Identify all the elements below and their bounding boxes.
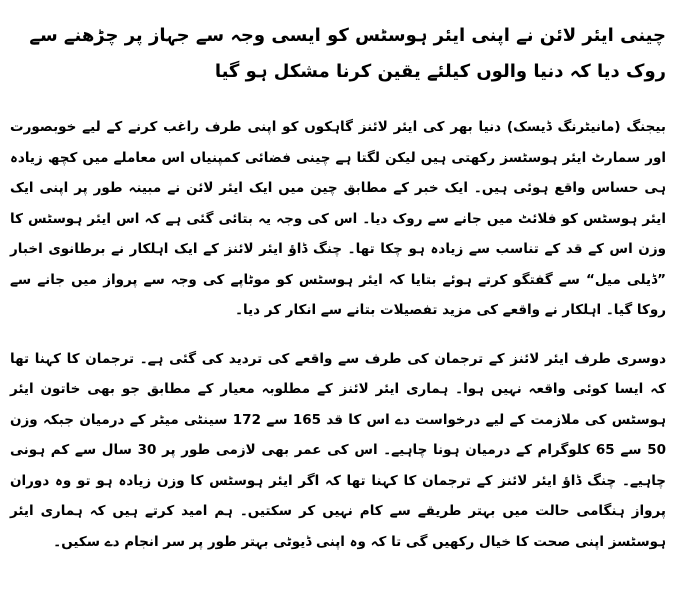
article-paragraph-1: بیجنگ (مانیٹرنگ ڈیسک) دنیا بھر کی ایئر لائنز گاہکوں کو اپنی طرف راغب کرنے کے لیے خوبصورت اور سمارٹ ایئر ہوسٹسز رکھتی ہیں لیکن لگتا ہے چینی فضائی کمپنیاں اس معاملے میں کچھ زیادہ ہی حساس واقع ہوئی ہیں۔ ایک خبر کے مطابق چین میں ایک ایئر لائن نے مبینہ طور پر اپنی ایک ایئر ہوسٹس کو فلائٹ میں جانے سے روک دیا۔ اس کی وجہ یہ بتائی گئی ہے کہ اس ایئر ہوسٹس کا وزن اس کے قد کے تناسب سے زیادہ ہو چکا تھا۔ چنگ ڈاؤ ایئر لائنز کے ایک اہلکار نے برطانوی اخبار ”ڈیلی میل“ سے گفتگو کرتے ہوئے بتایا کہ ایئر ہوسٹس کو موٹاپے کی وجہ سے پرواز میں جانے سے روکا گیا۔ اہلکار نے واقعے کی مزید تفصیلات بتانے سے انکار کر دیا۔	[10, 119, 666, 318]
article-paragraph-2: دوسری طرف ایئر لائنز کے ترجمان کی طرف سے واقعے کی تردید کی گئی ہے۔ ترجمان کا کہنا تھا کہ ایسا کوئی واقعہ نہیں ہوا۔ ہماری ایئر لائنز کے مطلوبہ معیار کے مطابق جو بھی خاتون ایئر ہوسٹس کی ملازمت کے لیے درخواست دے اس کا قد 165 سے 172 سینٹی میٹر کے درمیان جبکہ وزن 50 سے 65 کلوگرام کے درمیان ہونا چاہیے۔ اس کی عمر بھی لازمی طور پر 30 سال سے کم ہونی چاہیے۔ چنگ ڈاؤ ایئر لائنز کے ترجمان کا کہنا تھا کہ اگر ایئر ہوسٹس کا وزن زیادہ ہو تو وہ دوران پرواز ہنگامی حالت میں بہتر طریقے سے کام نہیں کر سکتیں۔ ہم امید کرتے ہیں کہ ہماری ایئر ہوسٹسز اپنی صحت کا خیال رکھیں گی تا کہ وہ اپنی ڈیوٹی بہتر طور پر سر انجام دے سکیں۔	[10, 350, 666, 550]
news-article	[10, 18, 666, 557]
article-headline: چینی ایئر لائن نے اپنی ایئر ہوسٹس کو ایسی وجہ سے جہاز پر چڑھنے سے روک دیا کہ دنیا والوں کیلئے یقین کرنا مشکل ہو گیا	[29, 25, 666, 82]
